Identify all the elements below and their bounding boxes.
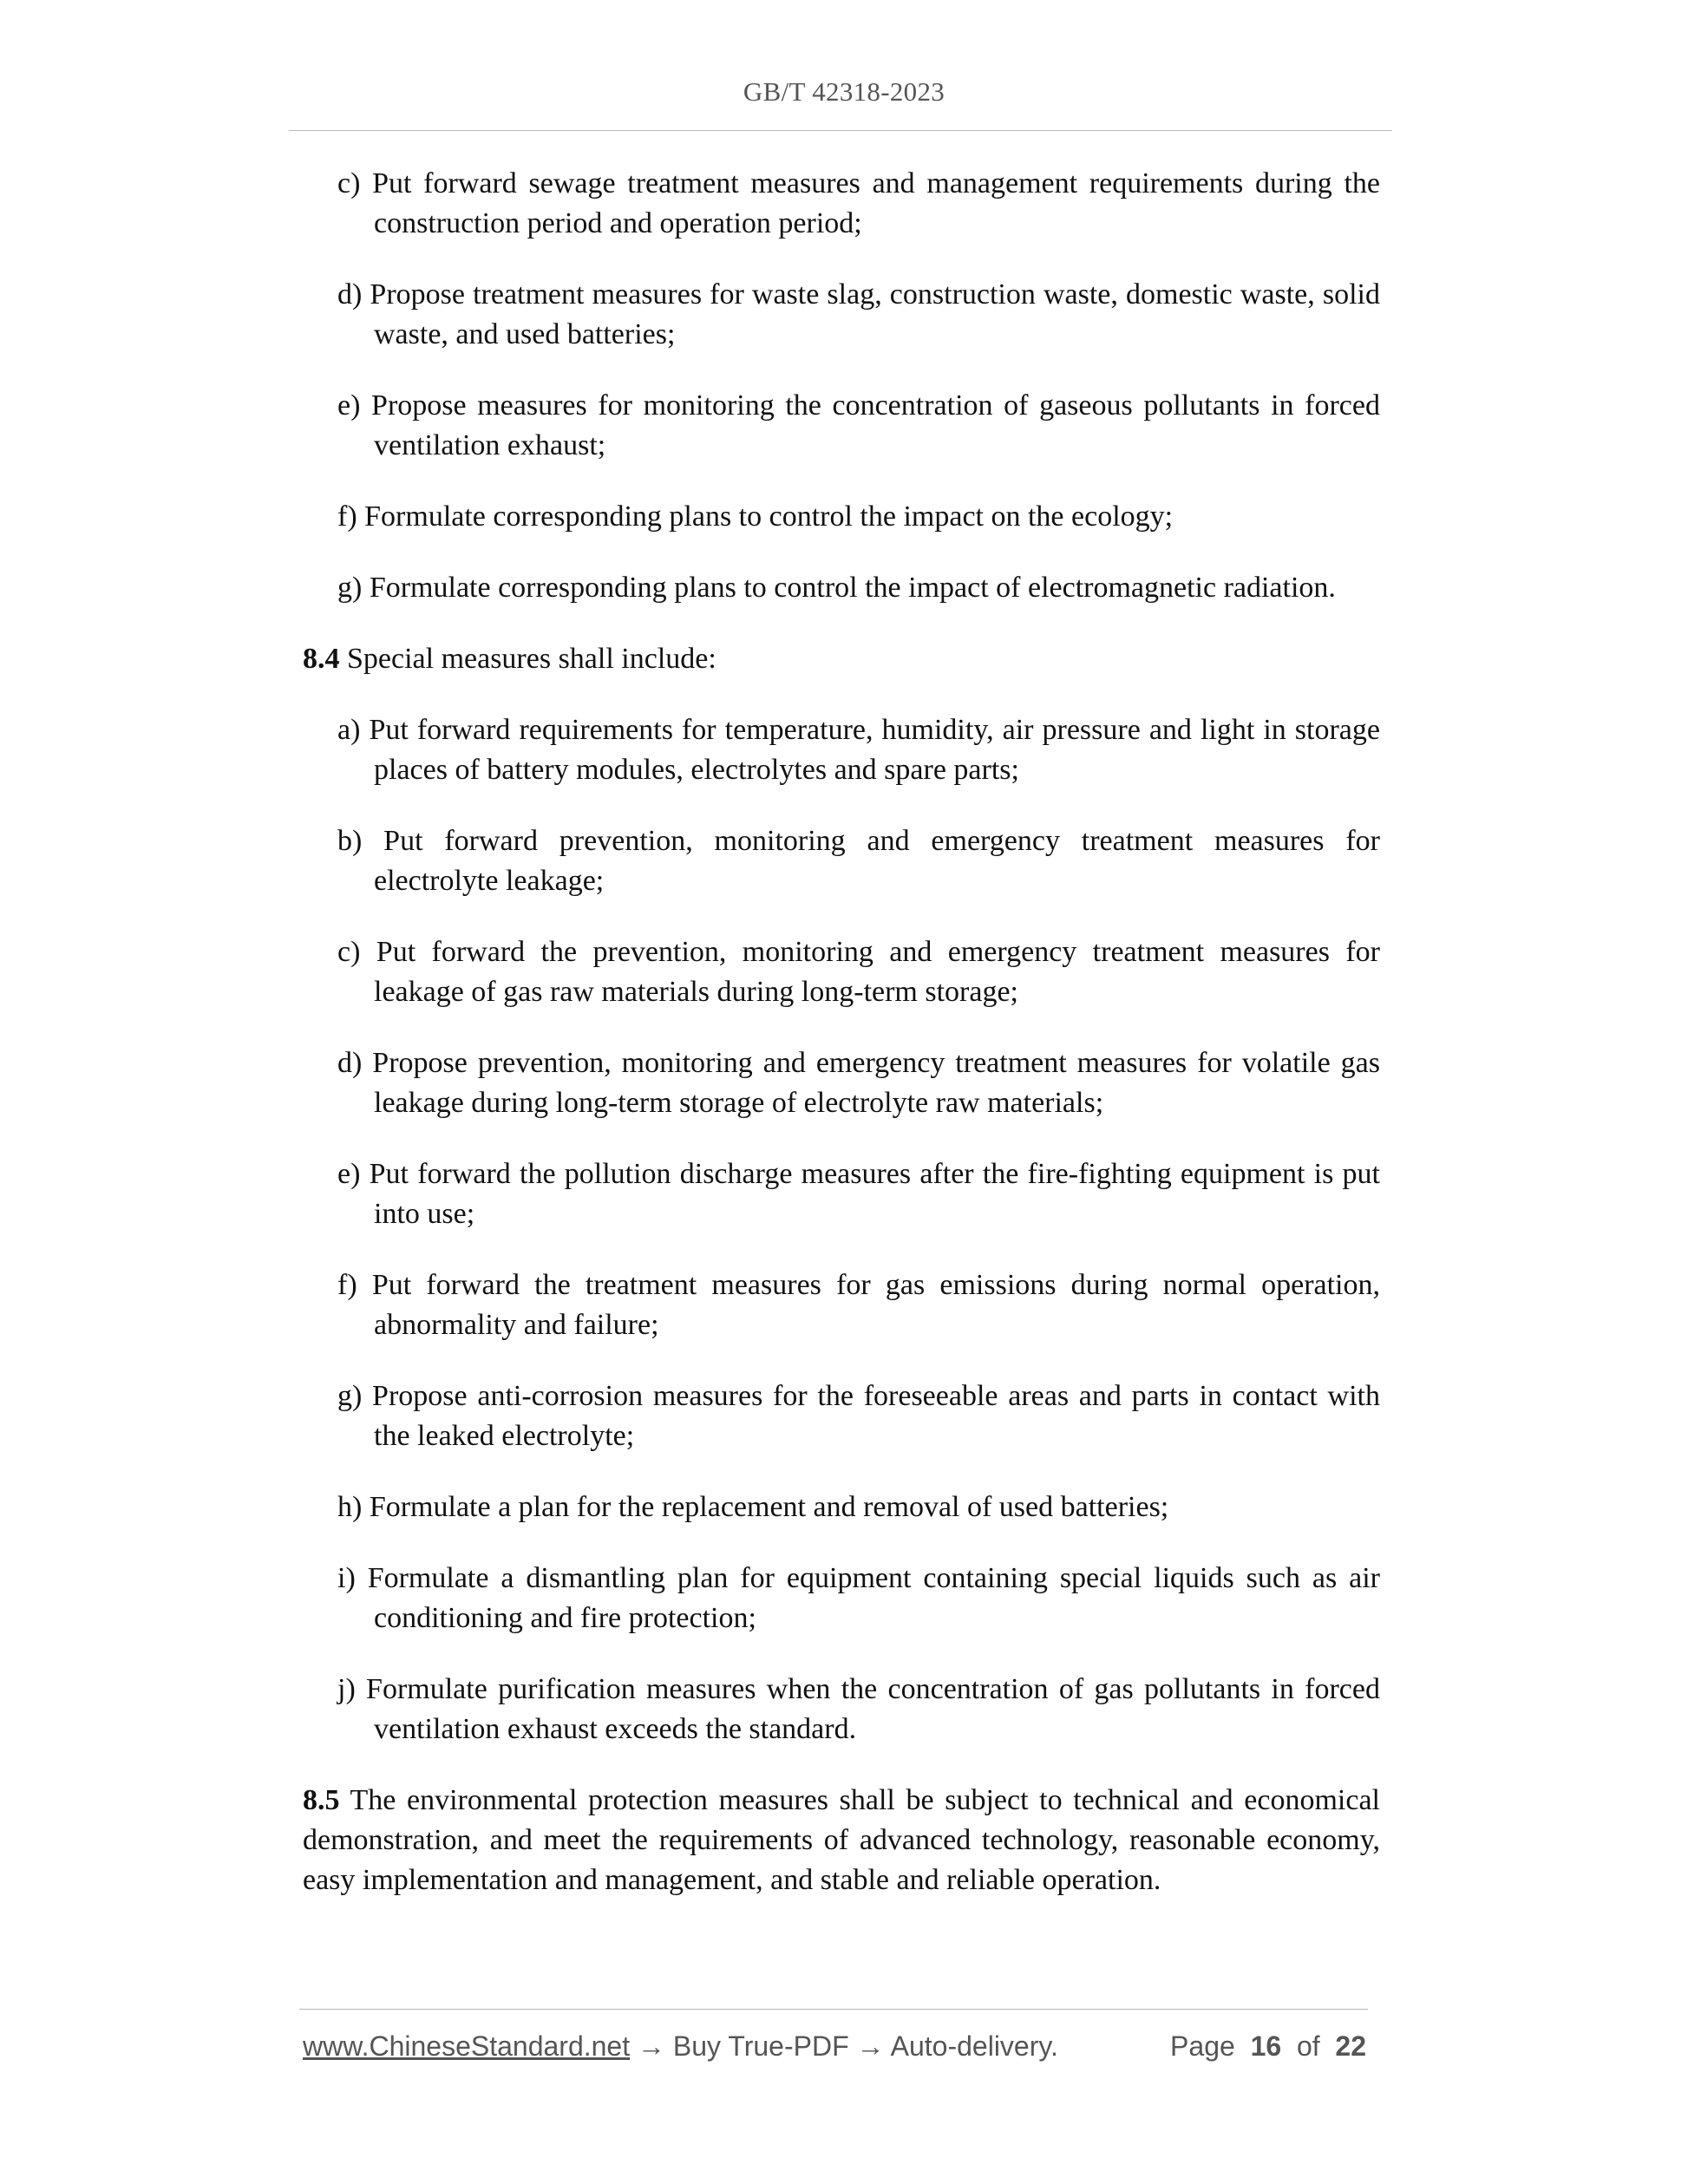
list-item: c) Put forward sewage treatment measures and management requirements during the construction period and operation period; [337, 167, 1380, 239]
website-link[interactable]: www.ChineseStandard.net [303, 2030, 631, 2062]
list-item: f) Put forward the treatment measures for gas emissions during normal operation, abnormality and failure; [337, 1269, 1380, 1341]
footer-promo [303, 2030, 1058, 2063]
document-body [303, 164, 1380, 1932]
list-item: j) Formulate purification measures when the concentration of gas pollutants in forced ventilation exhaust exceeds the standard. [337, 1673, 1380, 1745]
header-divider [289, 130, 1392, 131]
clause-8-5 [303, 1781, 1380, 1900]
page-of: of [1296, 2030, 1320, 2062]
list-item: f) Formulate corresponding plans to control the impact on the ecology; [337, 500, 1174, 533]
special-measures-list [303, 710, 1380, 1749]
list-item: e) Propose measures for monitoring the concentration of gaseous pollutants in forced ventilation exhaust; [337, 389, 1380, 461]
page-indicator [1170, 2030, 1366, 2063]
clause-text: The environmental protection measures shall be subject to technical and economical demonstration, and meet the requirements of advanced technology, reasonable economy, easy implementation and management, and stable and reliable operation. [303, 1784, 1380, 1896]
list-item: e) Put forward the pollution discharge measures after the fire-fighting equipment is put into use; [337, 1158, 1380, 1230]
clause-text: Special measures shall include: [339, 643, 716, 675]
page-total: 22 [1335, 2030, 1366, 2062]
list-item: c) Put forward the prevention, monitoring and emergency treatment measures for leakage of gas raw materials during long-term storage; [337, 936, 1380, 1008]
list-item: g) Formulate corresponding plans to control the impact of electromagnetic radiation. [337, 572, 1336, 604]
footer-divider [299, 2009, 1368, 2010]
page-label: Page [1170, 2030, 1235, 2062]
promo-text: → Buy True-PDF → Auto-delivery. [630, 2030, 1058, 2062]
page-current: 16 [1250, 2030, 1282, 2062]
document-header: GB/T 42318-2023 [743, 76, 945, 107]
list-item: b) Put forward prevention, monitoring and emergency treatment measures for electrolyte leakage; [337, 825, 1380, 897]
list-item: i) Formulate a dismantling plan for equipment containing special liquids such as air conditioning and fire protection; [337, 1562, 1380, 1634]
clause-number: 8.4 [303, 643, 340, 675]
list-item: d) Propose treatment measures for waste slag, construction waste, domestic waste, solid waste, and used batteries; [337, 278, 1380, 350]
clause-number: 8.5 [303, 1784, 340, 1816]
list-item: g) Propose anti-corrosion measures for the foreseeable areas and parts in contact with the leaked electrolyte; [337, 1380, 1380, 1452]
list-item: a) Put forward requirements for temperature, humidity, air pressure and light in storage places of battery modules, electrolytes and spare parts; [337, 714, 1380, 786]
list-item: d) Propose prevention, monitoring and emergency treatment measures for volatile gas leakage during long-term storage of electrolyte raw materials; [337, 1047, 1380, 1119]
clause-8-4 [303, 639, 1380, 679]
list-item: h) Formulate a plan for the replacement and removal of used batteries; [337, 1491, 1169, 1523]
measures-list-continued [303, 164, 1380, 608]
